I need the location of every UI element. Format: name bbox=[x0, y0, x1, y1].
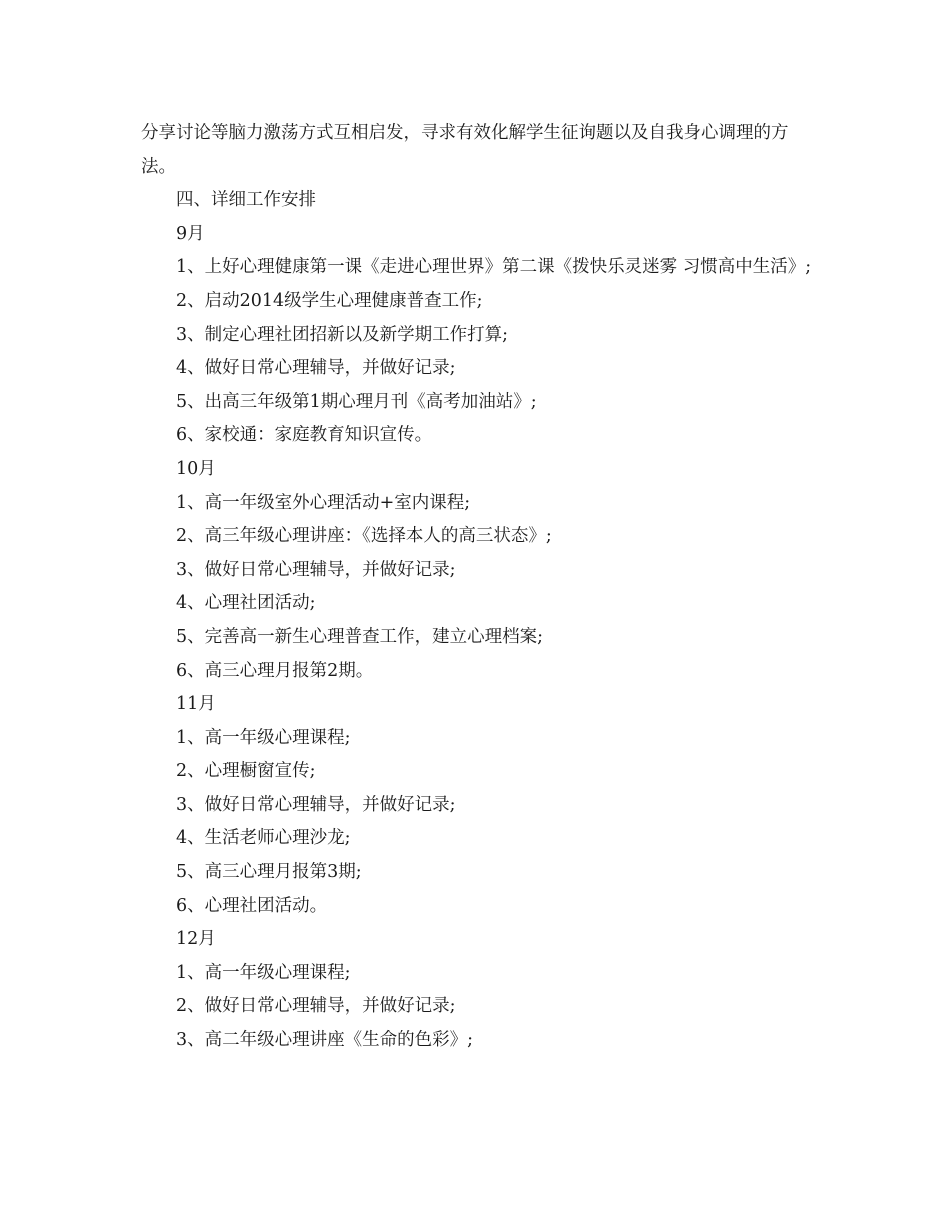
list-item: 6、高三心理月报第2期。 bbox=[176, 660, 374, 681]
list-item: 4、做好日常心理辅导，并做好记录; bbox=[176, 358, 456, 379]
list-item: 2、启动2014级学生心理健康普查工作; bbox=[176, 290, 483, 311]
list-item: 1、高一年级心理课程; bbox=[176, 727, 351, 748]
list-item: 5、出高三年级第1期心理月刊《高考加油站》; bbox=[176, 391, 537, 412]
list-item: 3、制定心理社团招新以及新学期工作打算; bbox=[176, 324, 509, 345]
list-item: 1、高一年级心理课程; bbox=[176, 962, 351, 983]
list-item: 4、心理社团活动; bbox=[176, 593, 316, 614]
list-item: 1、高一年级室外心理活动+室内课程; bbox=[176, 492, 471, 513]
month-heading-october: 10月 bbox=[176, 458, 216, 479]
list-item: 3、做好日常心理辅导，并做好记录; bbox=[176, 794, 456, 815]
list-item: 3、高二年级心理讲座《生命的色彩》; bbox=[176, 1030, 474, 1051]
list-item: 2、做好日常心理辅导，并做好记录; bbox=[176, 996, 456, 1017]
document-body bbox=[141, 117, 813, 1058]
list-item: 6、家校通：家庭教育知识宣传。 bbox=[176, 425, 433, 446]
list-item: 5、完善高一新生心理普查工作，建立心理档案; bbox=[176, 626, 544, 647]
section-heading: 四、详细工作安排 bbox=[176, 190, 316, 211]
list-item: 4、生活老师心理沙龙; bbox=[176, 828, 351, 849]
month-heading-november: 11月 bbox=[176, 694, 216, 715]
paragraph-continuation: 分享讨论等脑力激荡方式互相启发，寻求有效化解学生征询题以及自我身心调理的方法。 bbox=[141, 123, 789, 177]
list-item: 3、做好日常心理辅导，并做好记录; bbox=[176, 559, 456, 580]
month-heading-september: 9月 bbox=[176, 223, 205, 244]
month-heading-december: 12月 bbox=[176, 929, 216, 950]
list-item: 6、心理社团活动。 bbox=[176, 895, 328, 916]
list-item: 5、高三心理月报第3期; bbox=[176, 862, 362, 883]
list-item: 2、高三年级心理讲座：《选择本人的高三状态》; bbox=[176, 526, 552, 547]
list-item: 2、心理橱窗宣传; bbox=[176, 761, 316, 782]
list-item: 1、上好心理健康第一课《走进心理世界》第二课《拨快乐灵迷雾 习惯高中生活》; bbox=[176, 257, 812, 278]
